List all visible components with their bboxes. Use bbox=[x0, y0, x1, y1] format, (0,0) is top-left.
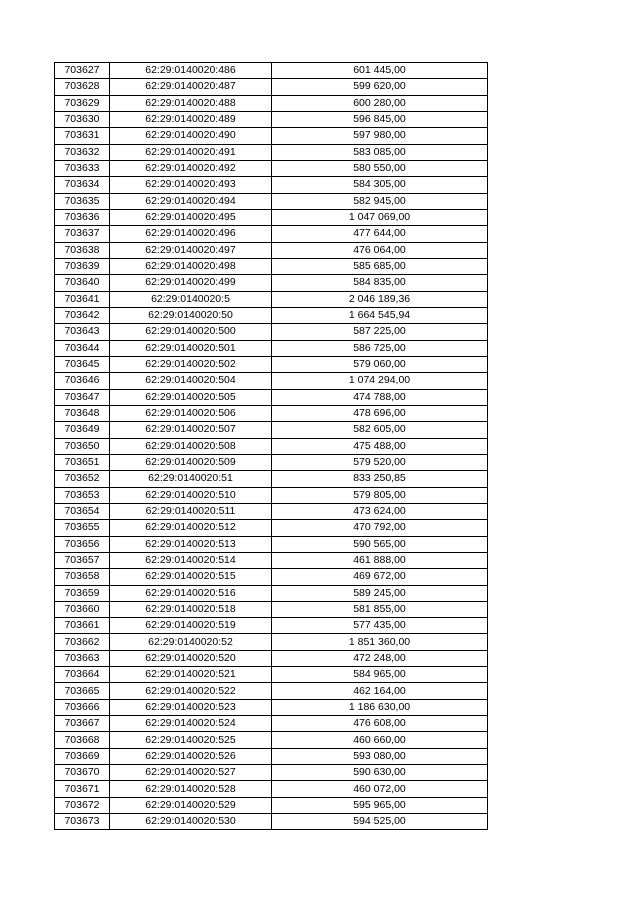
table-row bbox=[55, 356, 488, 372]
cadastral-number-cell: 62:29:0140020:516 bbox=[110, 585, 272, 601]
cadastral-value-cell: 587 225,00 bbox=[272, 324, 488, 340]
table-row bbox=[55, 765, 488, 781]
row-number-cell: 703632 bbox=[55, 144, 110, 160]
cadastral-value-cell: 1 074 294,00 bbox=[272, 373, 488, 389]
cadastral-value-cell: 475 488,00 bbox=[272, 438, 488, 454]
cadastral-value-cell: 596 845,00 bbox=[272, 111, 488, 127]
cadastral-number-cell: 62:29:0140020:50 bbox=[110, 307, 272, 323]
row-number-cell: 703653 bbox=[55, 487, 110, 503]
cadastral-value-cell: 1 664 545,94 bbox=[272, 307, 488, 323]
row-number-cell: 703647 bbox=[55, 389, 110, 405]
row-number-cell: 703665 bbox=[55, 683, 110, 699]
cadastral-number-cell: 62:29:0140020:526 bbox=[110, 748, 272, 764]
row-number-cell: 703660 bbox=[55, 601, 110, 617]
table-row bbox=[55, 797, 488, 813]
row-number-cell: 703636 bbox=[55, 209, 110, 225]
cadastral-value-cell: 597 980,00 bbox=[272, 128, 488, 144]
cadastral-number-cell: 62:29:0140020:510 bbox=[110, 487, 272, 503]
row-number-cell: 703651 bbox=[55, 454, 110, 470]
row-number-cell: 703657 bbox=[55, 552, 110, 568]
table-row bbox=[55, 340, 488, 356]
table-row bbox=[55, 683, 488, 699]
cadastral-number-cell: 62:29:0140020:490 bbox=[110, 128, 272, 144]
cadastral-value-cell: 582 605,00 bbox=[272, 422, 488, 438]
table-row bbox=[55, 471, 488, 487]
cadastral-number-cell: 62:29:0140020:514 bbox=[110, 552, 272, 568]
table-row bbox=[55, 111, 488, 127]
row-number-cell: 703662 bbox=[55, 634, 110, 650]
table-row bbox=[55, 585, 488, 601]
cadastral-value-cell: 474 788,00 bbox=[272, 389, 488, 405]
cadastral-number-cell: 62:29:0140020:502 bbox=[110, 356, 272, 372]
cadastral-number-cell: 62:29:0140020:527 bbox=[110, 765, 272, 781]
cadastral-value-cell: 579 060,00 bbox=[272, 356, 488, 372]
cadastral-value-cell: 594 525,00 bbox=[272, 814, 488, 830]
row-number-cell: 703667 bbox=[55, 716, 110, 732]
cadastral-value-cell: 473 624,00 bbox=[272, 503, 488, 519]
cadastral-value-cell: 582 945,00 bbox=[272, 193, 488, 209]
cadastral-value-cell: 476 064,00 bbox=[272, 242, 488, 258]
cadastral-value-cell: 593 080,00 bbox=[272, 748, 488, 764]
cadastral-value-cell: 472 248,00 bbox=[272, 650, 488, 666]
table-row bbox=[55, 536, 488, 552]
cadastral-number-cell: 62:29:0140020:508 bbox=[110, 438, 272, 454]
cadastral-number-cell: 62:29:0140020:509 bbox=[110, 454, 272, 470]
cadastral-number-cell: 62:29:0140020:494 bbox=[110, 193, 272, 209]
cadastral-number-cell: 62:29:0140020:487 bbox=[110, 79, 272, 95]
row-number-cell: 703639 bbox=[55, 258, 110, 274]
table-row bbox=[55, 258, 488, 274]
cadastral-value-cell: 589 245,00 bbox=[272, 585, 488, 601]
cadastral-value-cell: 585 685,00 bbox=[272, 258, 488, 274]
cadastral-value-cell: 470 792,00 bbox=[272, 520, 488, 536]
table-row bbox=[55, 487, 488, 503]
cadastral-number-cell: 62:29:0140020:524 bbox=[110, 716, 272, 732]
table-row bbox=[55, 454, 488, 470]
cadastral-value-cell: 579 805,00 bbox=[272, 487, 488, 503]
table-row bbox=[55, 95, 488, 111]
table-row bbox=[55, 242, 488, 258]
row-number-cell: 703646 bbox=[55, 373, 110, 389]
cadastral-value-cell: 2 046 189,36 bbox=[272, 291, 488, 307]
table-row bbox=[55, 144, 488, 160]
table-row bbox=[55, 569, 488, 585]
cadastral-value-cell: 584 965,00 bbox=[272, 667, 488, 683]
cadastral-value-cell: 577 435,00 bbox=[272, 618, 488, 634]
row-number-cell: 703628 bbox=[55, 79, 110, 95]
cadastral-number-cell: 62:29:0140020:492 bbox=[110, 160, 272, 176]
row-number-cell: 703650 bbox=[55, 438, 110, 454]
cadastral-number-cell: 62:29:0140020:491 bbox=[110, 144, 272, 160]
row-number-cell: 703673 bbox=[55, 814, 110, 830]
row-number-cell: 703656 bbox=[55, 536, 110, 552]
row-number-cell: 703645 bbox=[55, 356, 110, 372]
cadastral-number-cell: 62:29:0140020:52 bbox=[110, 634, 272, 650]
cadastral-number-cell: 62:29:0140020:495 bbox=[110, 209, 272, 225]
table-row bbox=[55, 667, 488, 683]
cadastral-number-cell: 62:29:0140020:489 bbox=[110, 111, 272, 127]
row-number-cell: 703668 bbox=[55, 732, 110, 748]
row-number-cell: 703655 bbox=[55, 520, 110, 536]
table-row bbox=[55, 226, 488, 242]
cadastral-number-cell: 62:29:0140020:504 bbox=[110, 373, 272, 389]
row-number-cell: 703659 bbox=[55, 585, 110, 601]
cadastral-value-cell: 460 660,00 bbox=[272, 732, 488, 748]
row-number-cell: 703630 bbox=[55, 111, 110, 127]
table-row bbox=[55, 732, 488, 748]
table-row bbox=[55, 275, 488, 291]
cadastral-number-cell: 62:29:0140020:511 bbox=[110, 503, 272, 519]
row-number-cell: 703671 bbox=[55, 781, 110, 797]
row-number-cell: 703640 bbox=[55, 275, 110, 291]
cadastral-value-cell: 462 164,00 bbox=[272, 683, 488, 699]
table-row bbox=[55, 552, 488, 568]
row-number-cell: 703649 bbox=[55, 422, 110, 438]
table-row bbox=[55, 160, 488, 176]
table-row bbox=[55, 177, 488, 193]
table-row bbox=[55, 618, 488, 634]
cadastral-value-cell: 469 672,00 bbox=[272, 569, 488, 585]
cadastral-number-cell: 62:29:0140020:507 bbox=[110, 422, 272, 438]
row-number-cell: 703661 bbox=[55, 618, 110, 634]
cadastral-value-cell: 461 888,00 bbox=[272, 552, 488, 568]
cadastral-number-cell: 62:29:0140020:528 bbox=[110, 781, 272, 797]
cadastral-value-cell: 478 696,00 bbox=[272, 405, 488, 421]
cadastral-value-cell: 584 305,00 bbox=[272, 177, 488, 193]
table-row bbox=[55, 307, 488, 323]
cadastral-number-cell: 62:29:0140020:523 bbox=[110, 699, 272, 715]
cadastral-number-cell: 62:29:0140020:501 bbox=[110, 340, 272, 356]
cadastral-number-cell: 62:29:0140020:521 bbox=[110, 667, 272, 683]
cadastral-value-cell: 584 835,00 bbox=[272, 275, 488, 291]
cadastral-number-cell: 62:29:0140020:525 bbox=[110, 732, 272, 748]
table-row bbox=[55, 520, 488, 536]
table-row bbox=[55, 781, 488, 797]
cadastral-number-cell: 62:29:0140020:505 bbox=[110, 389, 272, 405]
cadastral-number-cell: 62:29:0140020:500 bbox=[110, 324, 272, 340]
cadastral-value-cell: 1 851 360,00 bbox=[272, 634, 488, 650]
row-number-cell: 703648 bbox=[55, 405, 110, 421]
table-row bbox=[55, 405, 488, 421]
cadastral-number-cell: 62:29:0140020:506 bbox=[110, 405, 272, 421]
row-number-cell: 703633 bbox=[55, 160, 110, 176]
cadastral-value-cell: 590 630,00 bbox=[272, 765, 488, 781]
cadastral-number-cell: 62:29:0140020:486 bbox=[110, 63, 272, 79]
row-number-cell: 703627 bbox=[55, 63, 110, 79]
table-row bbox=[55, 193, 488, 209]
cadastral-value-cell: 477 644,00 bbox=[272, 226, 488, 242]
cadastral-number-cell: 62:29:0140020:513 bbox=[110, 536, 272, 552]
cadastral-value-cell: 581 855,00 bbox=[272, 601, 488, 617]
row-number-cell: 703669 bbox=[55, 748, 110, 764]
cadastral-number-cell: 62:29:0140020:497 bbox=[110, 242, 272, 258]
row-number-cell: 703643 bbox=[55, 324, 110, 340]
cadastral-value-cell: 590 565,00 bbox=[272, 536, 488, 552]
row-number-cell: 703629 bbox=[55, 95, 110, 111]
table-row bbox=[55, 63, 488, 79]
cadastral-value-cell: 1 047 069,00 bbox=[272, 209, 488, 225]
cadastral-value-cell: 580 550,00 bbox=[272, 160, 488, 176]
table-row bbox=[55, 209, 488, 225]
cadastral-value-cell: 601 445,00 bbox=[272, 63, 488, 79]
cadastral-value-cell: 595 965,00 bbox=[272, 797, 488, 813]
cadastral-number-cell: 62:29:0140020:522 bbox=[110, 683, 272, 699]
cadastral-value-cell: 586 725,00 bbox=[272, 340, 488, 356]
cadastral-value-cell: 600 280,00 bbox=[272, 95, 488, 111]
cadastral-number-cell: 62:29:0140020:518 bbox=[110, 601, 272, 617]
row-number-cell: 703638 bbox=[55, 242, 110, 258]
row-number-cell: 703666 bbox=[55, 699, 110, 715]
row-number-cell: 703641 bbox=[55, 291, 110, 307]
cadastral-value-cell: 476 608,00 bbox=[272, 716, 488, 732]
cadastral-value-cell: 1 186 630,00 bbox=[272, 699, 488, 715]
row-number-cell: 703658 bbox=[55, 569, 110, 585]
table-row bbox=[55, 438, 488, 454]
table-row bbox=[55, 650, 488, 666]
cadastral-number-cell: 62:29:0140020:529 bbox=[110, 797, 272, 813]
row-number-cell: 703664 bbox=[55, 667, 110, 683]
table-row bbox=[55, 503, 488, 519]
row-number-cell: 703654 bbox=[55, 503, 110, 519]
table-row bbox=[55, 748, 488, 764]
cadastral-number-cell: 62:29:0140020:520 bbox=[110, 650, 272, 666]
row-number-cell: 703644 bbox=[55, 340, 110, 356]
table-row bbox=[55, 814, 488, 830]
table-row bbox=[55, 128, 488, 144]
cadastral-number-cell: 62:29:0140020:5 bbox=[110, 291, 272, 307]
table-row bbox=[55, 601, 488, 617]
cadastral-value-cell: 579 520,00 bbox=[272, 454, 488, 470]
cadastral-number-cell: 62:29:0140020:488 bbox=[110, 95, 272, 111]
cadastral-number-cell: 62:29:0140020:519 bbox=[110, 618, 272, 634]
row-number-cell: 703637 bbox=[55, 226, 110, 242]
row-number-cell: 703663 bbox=[55, 650, 110, 666]
cadastral-value-cell: 833 250,85 bbox=[272, 471, 488, 487]
cadastral-number-cell: 62:29:0140020:515 bbox=[110, 569, 272, 585]
row-number-cell: 703672 bbox=[55, 797, 110, 813]
row-number-cell: 703642 bbox=[55, 307, 110, 323]
table-row bbox=[55, 291, 488, 307]
table-row bbox=[55, 634, 488, 650]
cadastral-value-cell: 460 072,00 bbox=[272, 781, 488, 797]
table-body bbox=[55, 63, 488, 830]
table-row bbox=[55, 373, 488, 389]
cadastral-number-cell: 62:29:0140020:51 bbox=[110, 471, 272, 487]
cadastral-number-cell: 62:29:0140020:496 bbox=[110, 226, 272, 242]
cadastral-value-table bbox=[54, 62, 488, 830]
cadastral-value-cell: 599 620,00 bbox=[272, 79, 488, 95]
table-row bbox=[55, 699, 488, 715]
table-row bbox=[55, 389, 488, 405]
table-row bbox=[55, 716, 488, 732]
cadastral-number-cell: 62:29:0140020:493 bbox=[110, 177, 272, 193]
cadastral-number-cell: 62:29:0140020:498 bbox=[110, 258, 272, 274]
row-number-cell: 703635 bbox=[55, 193, 110, 209]
table-row bbox=[55, 324, 488, 340]
table-row bbox=[55, 422, 488, 438]
cadastral-number-cell: 62:29:0140020:530 bbox=[110, 814, 272, 830]
row-number-cell: 703670 bbox=[55, 765, 110, 781]
row-number-cell: 703631 bbox=[55, 128, 110, 144]
row-number-cell: 703652 bbox=[55, 471, 110, 487]
cadastral-value-cell: 583 085,00 bbox=[272, 144, 488, 160]
row-number-cell: 703634 bbox=[55, 177, 110, 193]
cadastral-number-cell: 62:29:0140020:499 bbox=[110, 275, 272, 291]
cadastral-number-cell: 62:29:0140020:512 bbox=[110, 520, 272, 536]
table-row bbox=[55, 79, 488, 95]
